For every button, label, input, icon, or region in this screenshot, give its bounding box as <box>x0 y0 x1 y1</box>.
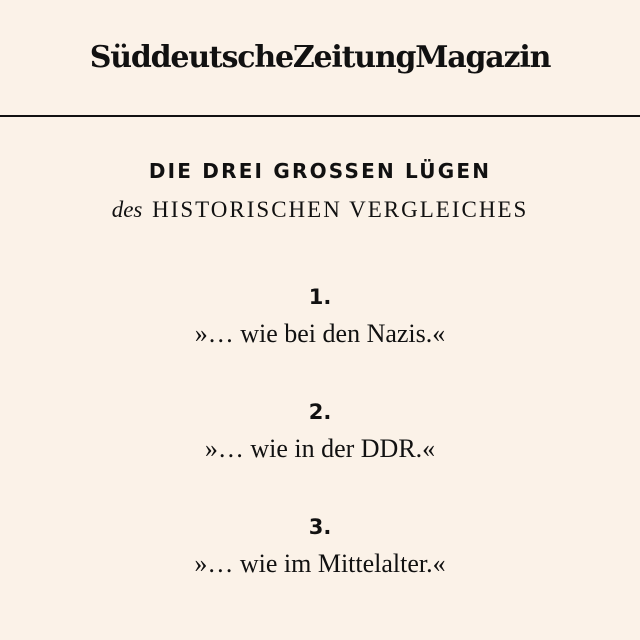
lie-number: 2. <box>308 400 332 424</box>
lie-item-2 <box>0 397 640 467</box>
magazine-logo: SüddeutscheZeitungMagazin <box>89 40 551 75</box>
lie-quote: »… wie bei den Nazis.« <box>194 319 446 348</box>
page-subtitle <box>0 194 640 226</box>
subtitle-prefix: des <box>111 197 143 222</box>
masthead <box>0 0 640 117</box>
lie-item-3 <box>0 512 640 582</box>
page-title: DIE DREI GROSSEN LÜGEN <box>148 159 492 183</box>
lie-number: 1. <box>308 285 332 309</box>
subtitle-text: HISTORISCHEN VERGLEICHES <box>152 197 529 222</box>
lie-quote: »… wie in der DDR.« <box>204 434 436 463</box>
lie-item-1 <box>0 282 640 352</box>
lie-number: 3. <box>308 515 332 539</box>
lie-quote: »… wie im Mittelalter.« <box>194 549 446 578</box>
